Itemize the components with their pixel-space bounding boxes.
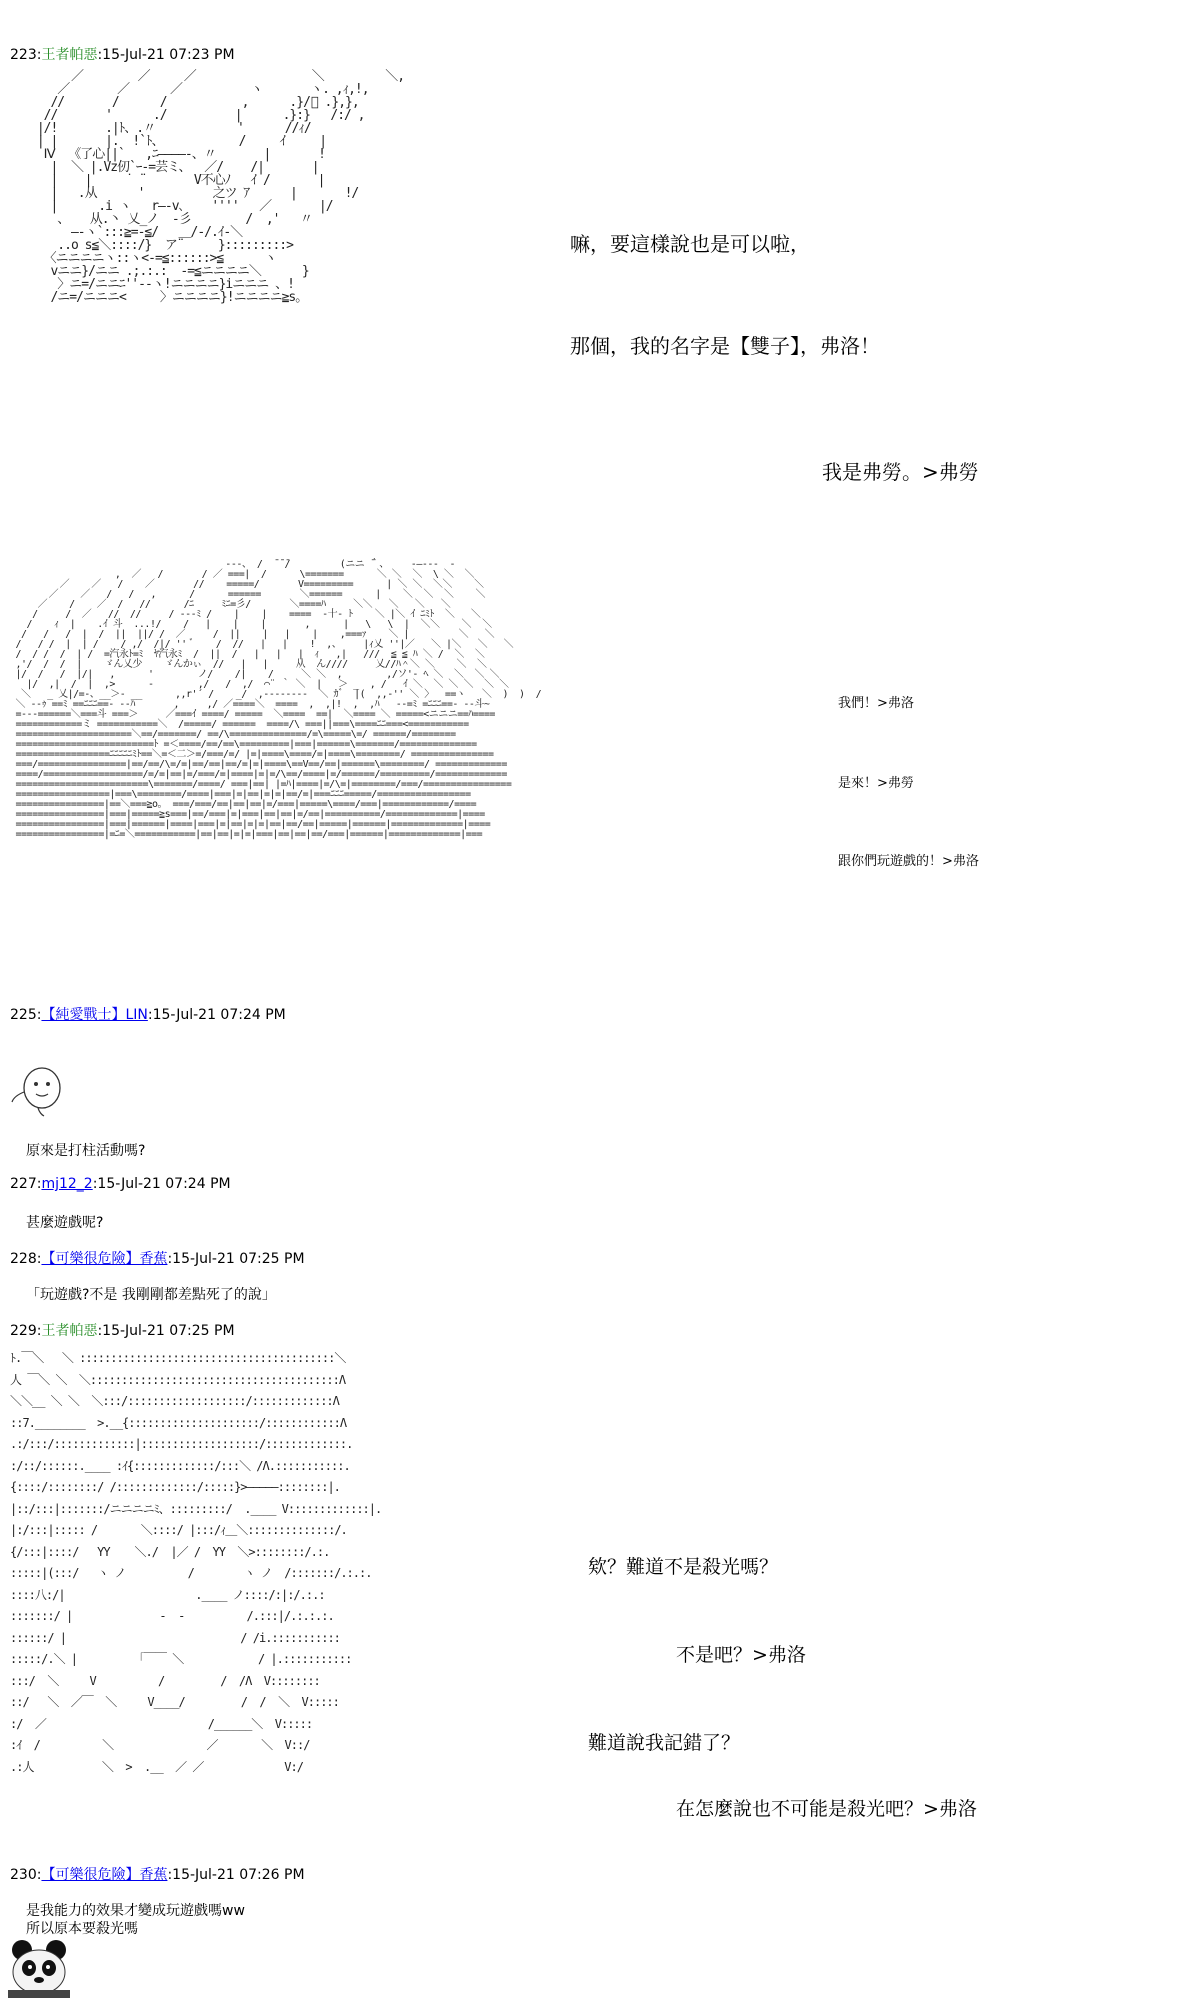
ascii-art-girl: ／ ／ ／ ＼ ＼, ／ ／ ／ ヽ ヽ. ,ｨ,!, // / / , .}/ﾞ .},}, // ' ./ | .}:} /:/ , |/! .|ﾄ、.〃 ' //ｨ/ | | |. !`ﾄ、 / ｲ | Ⅳ 《了心||` ,ﾆ――――‐、〃 | ! | ＼ |.Vz仞`ｰ‐=芸ミ、 ／/ /| | | | ˙ ¨ V不心ﾉ ｲ / | | .从 ' 之ツ ｱ | !/ | .i ヽ r―‐v､ '''' ／ |/ 、 从.丶 乂_ノ -彡 / ,' 〃 ―-ヽ`:::≧=-≦/ ＿/-/.ｲ-＼ ..o s≦＼::::/} ア¨ }:::::::::> 〈ニニニニヽ::ヽ<-=≦::::::>≦ ヽ vニニ}/ニニ .;.:.: -=≦ニニニニ＼ } 〉ニ=/ニニﾆ''-‐ヽ!ニニニニ}iニニニ 、! /ニ=/ニニニ< 〉ニニニニ}!ニニニニ≧s。: [36, 69, 405, 305]
ascii-art-twins: ---、 / ̄ ̄ ̄/ (ニニ ̄｀、 -―--- - , ／ / / ／ ===| / \======= ＼ ＼ ＼ \ ＼ ＼ ／ ／ / ／ // =====/ V========= | ＼ ＼ ＼＼ ＼ ／ ／ / / , / ====== ＼====== | ＼ ＼ ＼ ＼ ／ / ／ / // /ﾆ ﾐﾆ=彡/ ＼====ﾊ ＼＼ ＼ ＼ ＼ / / ／ // // / ---ﾐ / | | ==== ‐十‐ ﾄ ＼ |＼ ｲ ﾆﾐﾄ ＼ ＼ / ｨ | .ｲ 斗 ...!/ / | | | , | \ \ | ＼＼ ＼ ＼ / / / | / || ||/ / ／ / || | | | ,===ｧ ＼ | ＼ ＼ / / / | | / / ,/ /|/ '' ﾞ / // | | ! ,、 |ｨ乂 ''|／ ＼ |＼ ＼ ＼ / / / / | / =汽永ﾄ=ﾐ ﾔ汽永ﾐ / || / | | | ｨ ,| /// ≦ ≦ ﾊ ＼ / ＼ ＼ ,'/ / / | ゞん乂少 ゞんかぃ // | | 从 ん//// 乂//ﾊ＾＼ ＼ ＼ ＼ |/ / / |/| , ' ノ/ /| / ＼ ＼ , ,/ソ'‐ ﾍ ＼ ＼ ＼ ＼ |/ ,| / | ,> ‐ ,/ / ,/ ⌒¨ ｀ ＼ | ＞ _ , / ｲ ＼ ＼ ＼ ＼ ＼ ＼ ＼ _ 乂|/=-、__＞‐ __ ,,r'´ / _/ ,-------- ＼ ｶﾞ |( ,,-'' ＼ 〉 ==ヽ ＼ ) ) / ＼ --ｩ ==ﾐ ==ﾆﾆﾆ==- --ﾊ , ,/ ／====＼ ==== , ,|! , ,ﾊ --=ﾐ =ﾆﾆﾆ==- --斗~ =---======＼===斗 ===＞ ／===ｲ ====/ ===== ＼==== ==| ＼==== ＼ =====<ニニニ==ﾊ==== ============ミ ===========＼ /=====/ ====== ====/\ ===||===\====ﾆﾆ===<=========== =====================＼==/=======/ ==/\==============/=\=====\=/ ======/======== =========================ﾄ =＜====/==/==\=========|===|======\=======/============== =================ﾆﾆﾆﾆﾆﾐﾄ==＼=＜二＞=/===/=/ |=|====\====/=|====\========/ =============== ===/================|==/==/\=/=|==/==|==/=|=|====\==V==/==|======\========/ ============= ====/==================/=/=|==|=/===/=|====|=|=/\==/====|=/======/=========/============= ========================\=======/====/ ===|==| |=ﾊ|====|=/\=|========/===/================ =================|===\========/====|===|=|==|=|=|==/=|===ﾆﾆﾆ=====/================= ================|==＼===≧o。 ===/===/==|==|==|=/===|=====\====/===|============/==== ================|===|=====≧s===|==/===|=|===|==|==|=/==|==========/=============|==== ================|===|======|====|===|=|==|=|=|==|==/==|=====|======|=============|==== ================|=ﾆ=＼===========|==|==|=|=|===|==|==|==/===|======|=============|===: [15, 559, 542, 840]
post-number: 223: [10, 47, 37, 63]
sketch-face-icon: [8, 1062, 72, 1118]
post-message: 所以原本要殺光嗎: [26, 1921, 138, 1937]
post-message: 原來是打柱活動嗎?: [26, 1143, 146, 1159]
dialogue-line: 欸？難道不是殺光嗎？: [588, 1556, 779, 1578]
dialogue-line: 那個，我的名字是【雙子】，弗洛！: [570, 334, 880, 358]
poster-name[interactable]: 王者帕惡: [41, 47, 98, 63]
poster-name[interactable]: 【純愛戰士】LIN: [41, 1007, 148, 1023]
dialogue-line: 是來！>弗勞: [838, 776, 914, 791]
post-header-228: 228:【可樂很危險】香蕉:15-Jul-21 07:25 PM: [10, 1251, 305, 1267]
post-header-229: 229:王者帕惡:15-Jul-21 07:25 PM: [10, 1323, 235, 1339]
dialogue-line: 不是吧？>弗洛: [676, 1644, 806, 1666]
dialogue-line: 嘛，要這樣說也是可以啦，: [570, 232, 810, 256]
post-header-230: 230:【可樂很危險】香蕉:15-Jul-21 07:26 PM: [10, 1867, 305, 1883]
post-header-225: 225:【純愛戰士】LIN:15-Jul-21 07:24 PM: [10, 1007, 286, 1023]
panda-avatar-icon: [8, 1938, 70, 1998]
post-message: 是我能力的效果才變成玩遊戲嗎ww: [26, 1903, 245, 1919]
dialogue-line: 跟你們玩遊戲的！>弗洛: [838, 854, 979, 869]
post-message: 甚麼遊戲呢?: [26, 1215, 104, 1231]
dialogue-line: 難道說我記錯了？: [588, 1732, 741, 1754]
poster-name[interactable]: 【可樂很危險】香蕉: [41, 1867, 168, 1883]
post-header-223: 223:王者帕惡:15-Jul-21 07:23 PM: [10, 47, 235, 63]
poster-name[interactable]: 王者帕惡: [41, 1323, 98, 1339]
ascii-art-shocked-face: ﾄ.￣＼ ＼ :::::::::::::::::::::::::::::::::::::::::＼ 人 ￣＼ ＼ ＼::::::::::::::::::::::::::::::::::::::::Λ ＼＼__ ＼ ＼ ＼:::/:::::::::::::::::::/:::::::::::::Λ ::7.________ >.__{:::::::::::::::::::::/::::::::::::Λ .:/:::/:::::::::::::|:::::::::::::::::::/:::::::::::::. :/::/::::::.____ :ｲ{:::::::::::::/:::＼ /Λ.:::::::::::. {::::/::::::::/ /:::::::::::::/:::::}>―――――::::::::|. |::/:::|:::::::/ニニニニﾐ、:::::::::/ .____ V:::::::::::::|. |:/:::|::::: / ＼::::/ |:::/ｨ＿＼::::::::::::::/. {/:::|::::/ YY ＼./ |／ / YY ＼>::::::::/.:. :::::|(:::/ ヽ ノ / ヽ ノ /:::::::/.:.:. ::::八:/| .____ ノ::::/:|:/.:.: :::::::/ | ‐ ‐ /.:::|/.:.:.:. ::::::/ | / /i.::::::::::: :::::/.＼ | 「￣￣ ＼ / |.::::::::::: :::/ ＼ V / / /Λ V:::::::: ::/ ＼ ／￣ ＼ V____/ / / ＼ V::::: :/ ／ /______＼ V::::: :ｲ / ＼ ／ ＼ V::/ .:人 ＼ > .__ ／ ／ V:/: [10, 1351, 382, 1774]
post-message: 「玩遊戲?不是 我剛剛都差點死了的說」: [26, 1287, 276, 1303]
post-timestamp: 15-Jul-21 07:23 PM: [102, 47, 235, 63]
dialogue-line: 在怎麼說也不可能是殺光吧？>弗洛: [676, 1798, 977, 1820]
poster-name[interactable]: 【可樂很危險】香蕉: [41, 1251, 168, 1267]
dialogue-line: 我是弗勞。>弗勞: [822, 460, 979, 484]
post-header-227: 227:mj12_2:15-Jul-21 07:24 PM: [10, 1176, 231, 1192]
dialogue-line: 我們！>弗洛: [838, 696, 914, 711]
poster-name[interactable]: mj12_2: [41, 1176, 93, 1192]
